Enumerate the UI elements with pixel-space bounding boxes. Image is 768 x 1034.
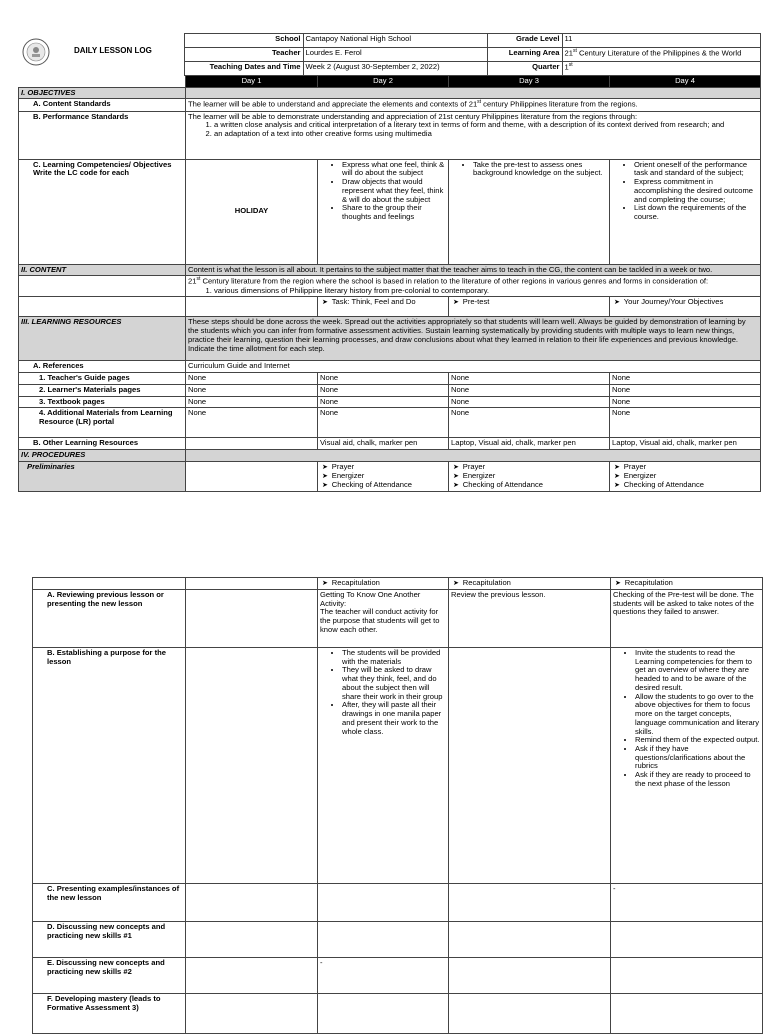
objectives-heading: I. OBJECTIVES <box>19 87 186 99</box>
or-day3: Laptop, Visual aid, chalk, marker pen <box>449 438 610 450</box>
review-day3: Review the previous lesson. <box>449 590 611 648</box>
tg-day4: None <box>610 373 761 385</box>
day-4-topic: ➤ Your Journey/Your Objectives <box>610 297 761 317</box>
quarter-label: Quarter <box>487 62 562 76</box>
textbook-pages-label: 3. Textbook pages <box>19 396 186 408</box>
teacher-label: Teacher <box>184 48 303 62</box>
content-heading: II. CONTENT <box>19 264 186 276</box>
recap-day1 <box>186 578 318 590</box>
logo-title-cell <box>18 34 184 76</box>
recap-blank <box>33 578 186 590</box>
lm-pages-label: 2. Learner's Materials pages <box>19 384 186 396</box>
day-4-header: Day 4 <box>610 76 761 88</box>
lm-day3: None <box>449 384 610 396</box>
grade-level-label: Grade Level <box>487 34 562 48</box>
prelim-day3: ➤ Prayer ➤ Energizer ➤ Checking of Attendance <box>449 461 610 491</box>
header-table <box>18 33 761 76</box>
prelim-day1 <box>186 461 318 491</box>
content-desc-blank <box>19 276 186 297</box>
references-label: A. References <box>19 361 186 373</box>
purpose-label: B. Establishing a purpose for the lesson <box>33 648 186 884</box>
page-2 <box>32 577 763 1034</box>
preliminaries-label: Preliminaries <box>19 461 186 491</box>
tg-pages-label: 1. Teacher's Guide pages <box>19 373 186 385</box>
learning-area-value: 21st Century Literature of the Philippines & the World <box>562 48 760 62</box>
other-resources-label: B. Other Learning Resources <box>19 438 186 450</box>
school-label: School <box>184 34 303 48</box>
performance-item-1: 1. a written close analysis and critical interpretation of a literary text in terms of form and theme, with a description of its context derived from research; and <box>214 121 758 130</box>
discussing-2-day2: - <box>318 958 449 994</box>
recap-day2: ➤ Recapitulation <box>318 578 449 590</box>
am-day4: None <box>610 408 761 438</box>
or-day2: Visual aid, chalk, marker pen <box>318 438 449 450</box>
purpose-day2: • The students will be provided with the materials • They will be asked to draw what they think, feel, and do about the subject then will share their work in their group • After, they will paste all their drawings in one manila paper and present their work to the whole class. <box>318 648 449 884</box>
procedures-heading: IV. PROCEDURES <box>19 449 186 461</box>
reviewing-lesson-label: A. Reviewing previous lesson or presenting the new lesson <box>33 590 186 648</box>
learning-area-label: Learning Area <box>487 48 562 62</box>
day-3-objective-1: • Take the pre-test to assess ones background knowledge on the subject. <box>473 161 607 178</box>
lm-day2: None <box>318 384 449 396</box>
day-4-objective-2: • Express commitment in accomplishing the desired outcome and completing the course; <box>634 178 758 204</box>
content-topic-blank <box>19 297 186 317</box>
day-4-objective-3: • List down the requirements of the course. <box>634 204 758 221</box>
content-standards-label: A. Content Standards <box>19 99 186 111</box>
or-day1 <box>186 438 318 450</box>
presenting-day4: - <box>611 884 763 922</box>
recap-day4: ➤ Recapitulation <box>611 578 763 590</box>
dates-value: Week 2 (August 30-September 2, 2022) <box>303 62 487 76</box>
day-2-objectives <box>318 159 449 264</box>
day-1-header: Day 1 <box>186 76 318 88</box>
lesson-table-page-2 <box>32 577 763 1034</box>
teacher-value: Lourdes E. Ferol <box>303 48 487 62</box>
tb-day4: None <box>610 396 761 408</box>
tb-day2: None <box>318 396 449 408</box>
lesson-table-page-1 <box>18 75 761 492</box>
grade-level-value: 11 <box>562 34 760 48</box>
deped-seal-icon <box>22 38 50 66</box>
competencies-label: C. Learning Competencies/ Objectives Write the LC code for each <box>19 159 186 264</box>
content-description: 21st Century literature from the region where the school is based in relation to the literature of other regions in various genres and forms in consideration of: 1. various dimensions of Philippine literary history from pre-colonial to contemporary. <box>186 276 761 297</box>
or-day4: Laptop, Visual aid, chalk, marker pen <box>610 438 761 450</box>
tb-day1: None <box>186 396 318 408</box>
review-day2: Getting To Know One Another Activity: The teacher will conduct activity for the purpose that students will get to know each other. <box>318 590 449 648</box>
references-value: Curriculum Guide and Internet <box>186 361 761 373</box>
day-1-topic <box>186 297 318 317</box>
presenting-examples-label: C. Presenting examples/instances of the new lesson <box>33 884 186 922</box>
school-value: Cantapoy National High School <box>303 34 487 48</box>
purpose-day3 <box>449 648 611 884</box>
day-2-objective-2: • Draw objects that would represent what they feel, think & will do about the subject <box>342 178 446 204</box>
prelim-day2: ➤ Prayer ➤ Energizer ➤ Checking of Attendance <box>318 461 449 491</box>
day-4-objective-1: • Orient oneself of the performance task and standard of the subject; <box>634 161 758 178</box>
tg-day2: None <box>318 373 449 385</box>
day-2-objective-1: • Express what one feel, think & will do about the subject <box>342 161 446 178</box>
purpose-day1 <box>186 648 318 884</box>
am-day2: None <box>318 408 449 438</box>
day-3-objectives <box>449 159 610 264</box>
purpose-day4: • Invite the students to read the Learning competencies for them to get an overview of where they are headed to and to be aware of the desired result. • Allow the students to go over to the above objectives for them to focus more on the target concepts, language communication and literary skills. • Remind them of the expected output. • Ask if they have questions/clarifications about the rubrics • Ask if they are ready to proceed to the next phase of the lesson <box>611 648 763 884</box>
recap-day3: ➤ Recapitulation <box>449 578 611 590</box>
blank-cell <box>19 76 186 88</box>
review-day4: Checking of the Pre-test will be done. The students will be asked to take notes of the questions they failed to answer. <box>611 590 763 648</box>
procedures-heading-fill <box>186 449 761 461</box>
day-4-objectives <box>610 159 761 264</box>
objectives-heading-fill <box>186 87 761 99</box>
performance-standards-label: B. Performance Standards <box>19 111 186 159</box>
resources-heading: III. LEARNING RESOURCES <box>19 317 186 361</box>
day-2-objective-3: • Share to the group their thoughts and feelings <box>342 204 446 221</box>
discussing-2-label: E. Discussing new concepts and practicing new skills #2 <box>33 958 186 994</box>
review-day1 <box>186 590 318 648</box>
lm-day1: None <box>186 384 318 396</box>
performance-standards-intro: The learner will be able to demonstrate understanding and appreciation of 21st century Philippines literature from the regions through: <box>188 111 638 121</box>
resources-note: These steps should be done across the week. Spread out the activities appropriately so that students will learn well. Always be guided by demonstration of learning by the students which you can infer from formative assessment activities. Sustain learning systematically by providing students with multiple ways to learn new things, practice their learning, question their learning processes, and draw conclusions about what they learned in relation to their life experiences and previous knowledge. Indicate the time allotment for each step. <box>186 317 761 361</box>
additional-materials-label: 4. Additional Materials from Learning Resource (LR) portal <box>19 408 186 438</box>
tg-day1: None <box>186 373 318 385</box>
tg-day3: None <box>449 373 610 385</box>
performance-standards-text <box>186 111 761 159</box>
content-note: Content is what the lesson is all about. It pertains to the subject matter that the teacher aims to teach in the CG, the content can be tackled in a week or two. <box>186 264 761 276</box>
am-day3: None <box>449 408 610 438</box>
content-desc-item: 1. various dimensions of Philippine literary history from pre-colonial to contemporary. <box>214 287 758 296</box>
developing-mastery-label: F. Developing mastery (leads to Formative Assessment 3) <box>33 994 186 1034</box>
content-standards-text: The learner will be able to understand and appreciate the elements and contexts of 21st century Philippines literature from the regions. <box>186 99 761 111</box>
day-2-topic: ➤ Task: Think, Feel and Do <box>318 297 449 317</box>
lm-day4: None <box>610 384 761 396</box>
day-1-holiday: HOLIDAY <box>186 159 318 264</box>
tb-day3: None <box>449 396 610 408</box>
dates-label: Teaching Dates and Time <box>184 62 303 76</box>
page-1 <box>18 33 761 492</box>
day-2-header: Day 2 <box>318 76 449 88</box>
prelim-day4: ➤ Prayer ➤ Energizer ➤ Checking of Attendance <box>610 461 761 491</box>
quarter-value: 1st <box>562 62 760 76</box>
document-title: DAILY LESSON LOG <box>74 45 152 55</box>
day-3-header: Day 3 <box>449 76 610 88</box>
day-3-topic: ➤ Pre-test <box>449 297 610 317</box>
am-day1: None <box>186 408 318 438</box>
performance-item-2: 2. an adaptation of a text into other creative forms using multimedia <box>214 130 758 139</box>
discussing-1-label: D. Discussing new concepts and practicing new skills #1 <box>33 922 186 958</box>
